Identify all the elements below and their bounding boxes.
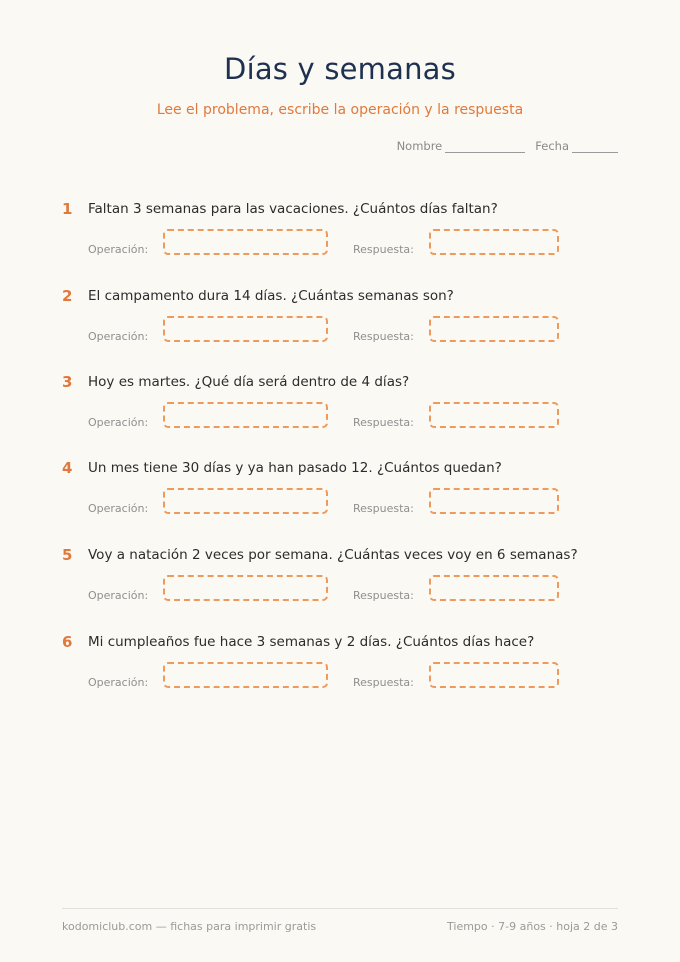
operation-box[interactable] — [163, 316, 328, 342]
answer-box[interactable] — [429, 662, 559, 688]
answer-label: Respuesta: — [353, 330, 414, 343]
name-date-fields — [397, 139, 618, 153]
problem-6 — [0, 633, 680, 713]
problem-text: Mi cumpleaños fue hace 3 semanas y 2 días. ¿Cuántos días hace? — [88, 634, 535, 650]
problem-5 — [0, 546, 680, 626]
operation-box[interactable] — [163, 229, 328, 255]
problem-number: 6 — [62, 633, 73, 651]
answer-label: Respuesta: — [353, 243, 414, 256]
problem-number: 1 — [62, 200, 73, 218]
operation-label: Operación: — [88, 502, 149, 515]
date-blank[interactable] — [572, 140, 618, 153]
operation-label: Operación: — [88, 676, 149, 689]
operation-box[interactable] — [163, 575, 328, 601]
operation-box[interactable] — [163, 488, 328, 514]
problem-text: Voy a natación 2 veces por semana. ¿Cuántas veces voy en 6 semanas? — [88, 547, 578, 563]
operation-box[interactable] — [163, 662, 328, 688]
page-subtitle: Lee el problema, escribe la operación y la respuesta — [156, 102, 524, 118]
operation-label: Operación: — [88, 589, 149, 602]
problem-2 — [0, 287, 680, 367]
problem-text: Hoy es martes. ¿Qué día será dentro de 4 días? — [88, 374, 410, 390]
name-label: Nombre — [396, 139, 443, 153]
answer-label: Respuesta: — [353, 589, 414, 602]
answer-box[interactable] — [429, 402, 559, 428]
answer-box[interactable] — [429, 229, 559, 255]
problem-3 — [0, 373, 680, 453]
problem-text: El campamento dura 14 días. ¿Cuántas semanas son? — [88, 288, 454, 304]
answer-label: Respuesta: — [353, 502, 414, 515]
operation-label: Operación: — [88, 416, 149, 429]
page-title: Días y semanas — [224, 52, 456, 86]
problem-text: Faltan 3 semanas para las vacaciones. ¿Cuántos días faltan? — [88, 201, 498, 217]
problem-1 — [0, 200, 680, 280]
problem-number: 3 — [62, 373, 73, 391]
problem-4 — [0, 459, 680, 539]
operation-label: Operación: — [88, 243, 149, 256]
problem-number: 4 — [62, 459, 73, 477]
answer-box[interactable] — [429, 488, 559, 514]
operation-label: Operación: — [88, 330, 149, 343]
date-label: Fecha — [535, 139, 569, 153]
answer-box[interactable] — [429, 575, 559, 601]
answer-label: Respuesta: — [353, 416, 414, 429]
operation-box[interactable] — [163, 402, 328, 428]
problem-number: 5 — [62, 546, 73, 564]
answer-label: Respuesta: — [353, 676, 414, 689]
problem-text: Un mes tiene 30 días y ya han pasado 12. ¿Cuántos quedan? — [88, 460, 502, 476]
footer-sheet-info: Tiempo · 7-9 años · hoja 2 de 3 — [447, 920, 618, 933]
footer-site-credit: kodomiclub.com — fichas para imprimir gratis — [62, 920, 317, 933]
name-blank[interactable] — [445, 140, 525, 153]
footer-divider — [62, 908, 618, 909]
answer-box[interactable] — [429, 316, 559, 342]
problem-number: 2 — [62, 287, 73, 305]
